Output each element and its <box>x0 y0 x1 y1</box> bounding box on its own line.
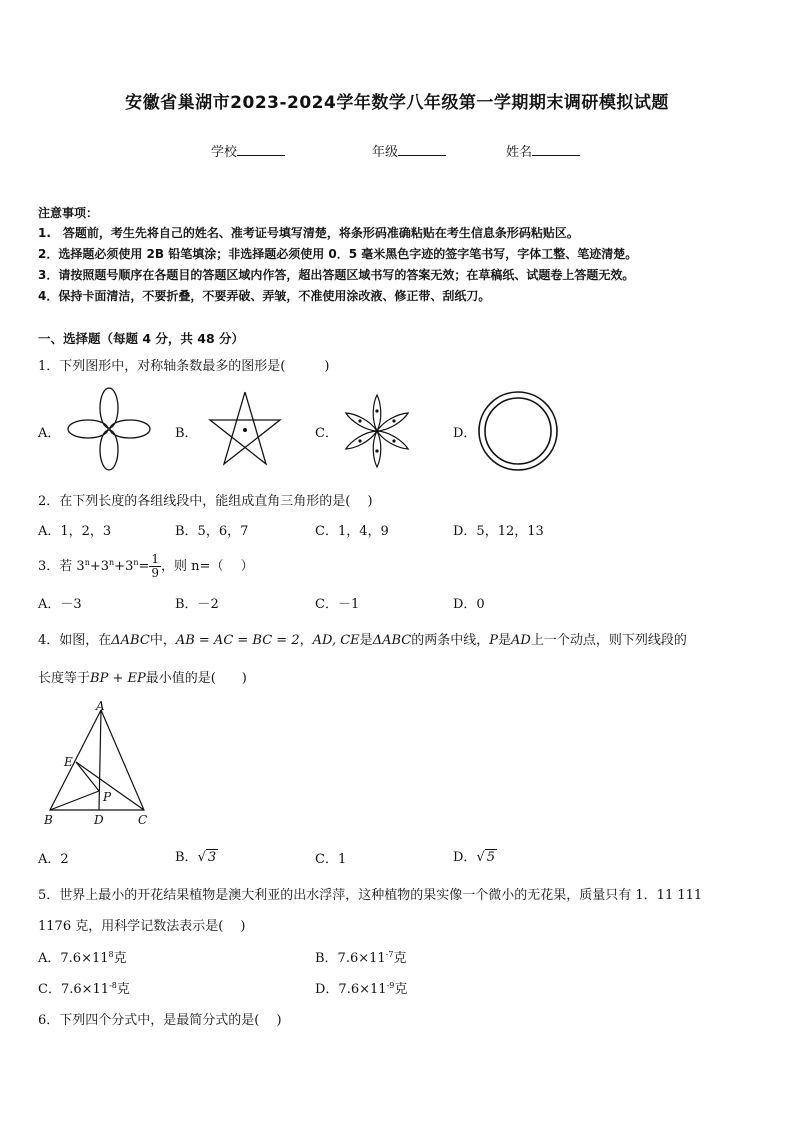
q3-text: ，则 n=（ ） <box>161 559 254 574</box>
section-heading: 一、选择题（每题 4 分，共 48 分） <box>38 331 245 346</box>
q3-text: +3 <box>114 559 134 574</box>
vertex-label-c: C <box>138 813 148 827</box>
q4-option-b <box>175 846 218 865</box>
q1-option-d-label: D． <box>453 426 477 441</box>
q4-option-d <box>453 846 497 865</box>
q5-option-unit: 克 <box>393 951 407 966</box>
q2-option-c: C．1，4，9 <box>315 524 389 539</box>
radicand: 5 <box>486 850 496 865</box>
q5-option-unit: 克 <box>394 982 408 997</box>
note-item: 3．请按照题号顺序在各题目的答题区域内作答，超出答题区域书写的答案无效；在草稿纸、试题卷上答题无效。 <box>38 268 635 282</box>
six-petal-figure <box>338 392 416 470</box>
point-label-p: P <box>103 790 112 804</box>
note-item: 4．保持卡面清洁，不要折叠，不要弄破、弄皱，不准使用涂改液、修正带、刮纸刀。 <box>38 289 491 303</box>
q4-math: P <box>489 633 498 648</box>
q5-option-exponent: -7 <box>385 950 394 959</box>
q5-option-exponent: -9 <box>386 981 395 990</box>
q4-math: BP + EP <box>90 671 146 686</box>
grade-field <box>372 141 446 160</box>
q3-option-d: D．0 <box>453 597 485 612</box>
school-label: 学校 <box>211 145 238 160</box>
q4-option-d-label: D． <box>453 850 477 865</box>
q4-math: AB = AC = BC = 2 <box>175 633 300 648</box>
q5-option-unit: 克 <box>116 982 130 997</box>
q4-math: AD, CE <box>312 633 360 648</box>
name-field <box>506 141 580 160</box>
q5-option-d <box>315 978 407 997</box>
q3-exponent: n <box>84 558 90 567</box>
q5-option-base: C．7.6×11 <box>38 982 110 997</box>
grade-label: 年级 <box>372 145 399 160</box>
q3-exponent: n <box>133 558 139 567</box>
q4-option-c: C．1 <box>315 852 347 867</box>
q1-option-a-label: A． <box>38 426 61 441</box>
ring-figure <box>477 390 559 472</box>
triangle-figure <box>38 698 158 830</box>
q4-text: 中， <box>149 633 176 648</box>
question-5-line-1: 5．世界上最小的开花结果植物是澳大利亚的出水浮萍，这种植物的果实像一个微小的无花果，质量只有 1．11 111 <box>38 888 703 903</box>
sqrt-icon: √ 5 <box>476 850 496 865</box>
school-blank[interactable] <box>237 143 285 156</box>
q4-option-b-label: B． <box>175 850 198 865</box>
note-item: 2．选择题必须使用 2B 铅笔填涂；非选择题必须使用 0．5 毫米黑色字迹的签字笔书写，字体工整、笔迹清楚。 <box>38 247 638 261</box>
q5-option-base: A．7.6×11 <box>38 951 109 966</box>
name-blank[interactable] <box>532 143 580 156</box>
q3-fraction <box>149 553 161 580</box>
q4-text: 是 <box>497 633 511 648</box>
name-label: 姓名 <box>506 145 533 160</box>
q4-math: ΔABC <box>111 633 150 648</box>
question-4-line-1 <box>38 629 687 648</box>
q1-option-b-label: B． <box>175 426 198 441</box>
fraction-denominator: 9 <box>151 566 160 580</box>
page-title: 安徽省巢湖市2023-2024学年数学八年级第一学期期末调研模拟试题 <box>125 93 669 113</box>
q3-exponent: n <box>109 558 115 567</box>
q4-math: ΔABC <box>372 633 412 648</box>
q3-text: +3 <box>89 559 110 574</box>
vertex-label-a: A <box>96 699 105 713</box>
q4-text: 长度等于 <box>38 671 91 686</box>
sqrt-icon: √ 3 <box>197 850 217 865</box>
star-figure <box>206 388 284 468</box>
q4-text: 上一个动点，则下列线段的 <box>530 633 687 648</box>
q4-text: 的两条中线， <box>411 633 490 648</box>
q5-option-base: D．7.6×11 <box>315 982 387 997</box>
question-6-stem: 6．下列四个分式中，是最简分式的是( ) <box>38 1013 282 1028</box>
radicand: 3 <box>207 850 217 865</box>
point-label-d: D <box>94 813 104 827</box>
four-petal-figure <box>66 386 152 472</box>
q4-math: AD <box>511 633 531 648</box>
q3-option-a: A．－3 <box>38 597 82 612</box>
q5-option-c <box>38 978 130 997</box>
q5-option-base: B．7.6×11 <box>315 951 386 966</box>
question-3-stem <box>38 547 254 583</box>
q5-option-exponent: 8 <box>108 950 114 959</box>
q1-option-c-label: C． <box>315 426 338 441</box>
vertex-label-e: E <box>64 755 73 769</box>
question-1-stem: 1．下列图形中，对称轴条数最多的图形是( ) <box>38 359 330 374</box>
q3-equals: = <box>138 559 150 574</box>
q4-text: 4．如图，在 <box>38 633 112 648</box>
q2-option-b: B．5，6，7 <box>175 524 249 539</box>
q3-text: 3．若 3 <box>38 559 85 574</box>
fraction-numerator: 1 <box>151 552 160 566</box>
q4-text: 是 <box>359 633 373 648</box>
q3-option-c: C．－1 <box>315 597 360 612</box>
question-5-line-2: 1176 克，用科学记数法表示是( ) <box>38 919 246 934</box>
question-2-stem: 2．在下列长度的各组线段中，能组成直角三角形的是( ) <box>38 494 373 509</box>
notes-heading: 注意事项： <box>38 206 99 220</box>
school-field <box>211 141 285 160</box>
q5-option-a <box>38 947 127 966</box>
q3-option-b: B．－2 <box>175 597 219 612</box>
q5-option-unit: 克 <box>113 951 127 966</box>
question-4-line-2 <box>38 667 247 686</box>
q4-text: ， <box>299 633 313 648</box>
q4-option-a: A．2 <box>38 852 69 867</box>
q2-option-a: A．1，2，3 <box>38 524 112 539</box>
q4-text: 最小值的是( ) <box>145 671 247 686</box>
q5-option-b <box>315 947 406 966</box>
note-item: 1. 答题前，考生先将自己的姓名、准考证号填写清楚，将条形码准确粘贴在考生信息条形码粘贴区。 <box>38 226 579 240</box>
q2-option-d: D．5，12，13 <box>453 524 544 539</box>
vertex-label-b: B <box>44 813 53 827</box>
q5-option-exponent: -8 <box>109 981 117 990</box>
grade-blank[interactable] <box>398 143 446 156</box>
